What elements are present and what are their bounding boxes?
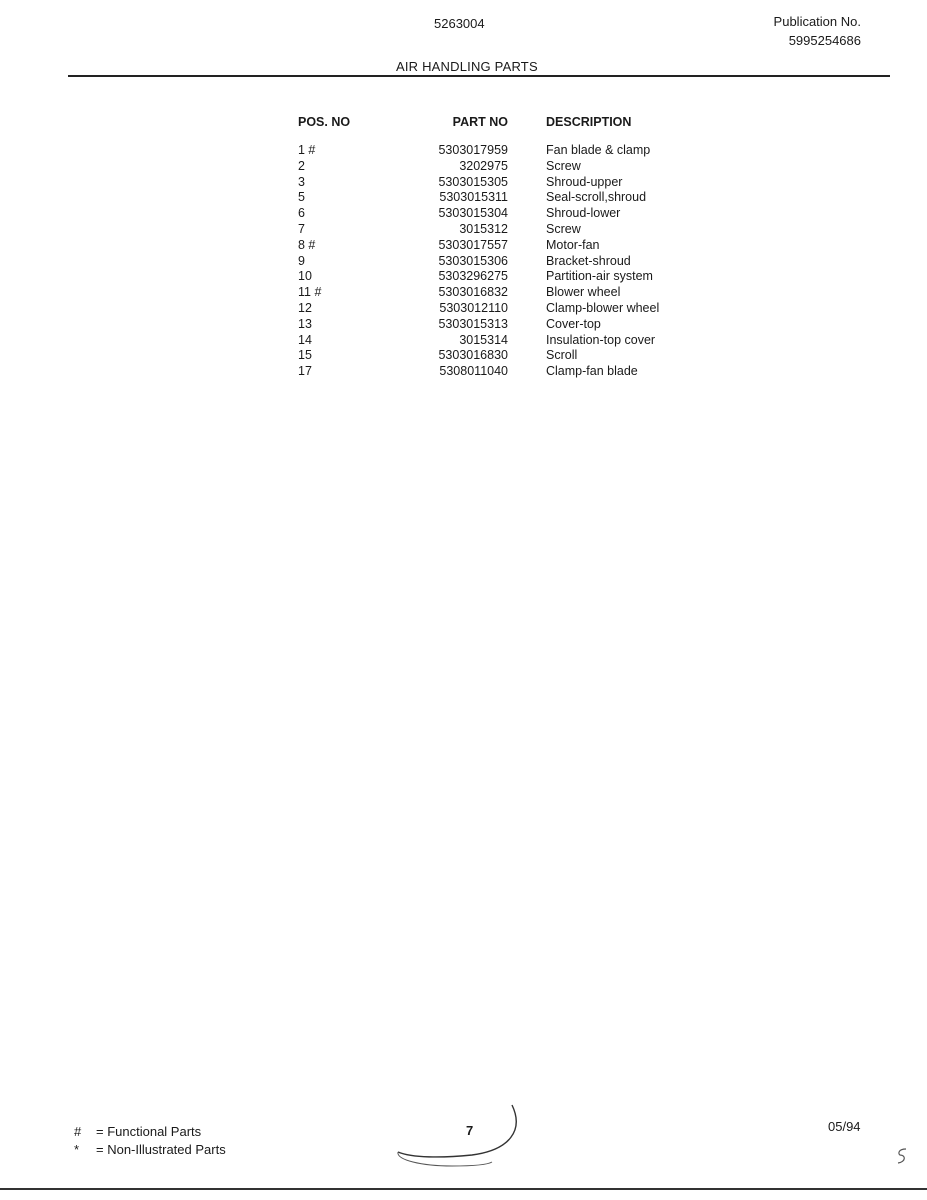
description-cell: Motor-fan <box>546 237 600 252</box>
description-cell: Clamp-fan blade <box>546 364 638 379</box>
pos-cell: 3 <box>298 174 305 189</box>
part-number-cell: 5303016832 <box>438 285 508 300</box>
part-number-cell: 5303015306 <box>438 253 508 268</box>
page-number: 7 <box>466 1123 474 1138</box>
table-row <box>298 333 659 349</box>
description-cell: Scroll <box>546 348 578 363</box>
table-row <box>298 285 659 301</box>
table-row <box>298 254 659 270</box>
pos-cell: 13 <box>298 316 312 331</box>
part-number-cell: 5303017959 <box>438 143 508 157</box>
table-row <box>298 143 659 159</box>
footer-rule <box>0 1188 927 1190</box>
table-row <box>298 190 659 206</box>
part-number-cell: 5303015313 <box>438 316 508 331</box>
parts-table-body <box>298 143 659 380</box>
part-number-cell: 5303015305 <box>438 174 508 189</box>
pos-cell: 17 <box>298 364 312 379</box>
table-row <box>298 159 659 175</box>
part-number-cell: 5303016830 <box>438 348 508 363</box>
table-row <box>298 175 659 191</box>
description-cell: Bracket-shroud <box>546 253 631 268</box>
pos-cell: 15 <box>298 348 312 363</box>
description-cell: Partition-air system <box>546 269 653 284</box>
column-header-part: PART NO <box>452 115 508 129</box>
section-title: AIR HANDLING PARTS <box>396 59 538 74</box>
model-number: 5263004 <box>434 16 485 31</box>
pos-cell: 2 <box>298 158 305 173</box>
table-row <box>298 301 659 317</box>
description-cell: Screw <box>546 221 581 236</box>
description-cell: Blower wheel <box>546 285 621 300</box>
table-row <box>298 206 659 222</box>
table-row <box>298 269 659 285</box>
description-cell: Seal-scroll,shroud <box>546 190 647 205</box>
pos-cell: 1 # <box>298 143 316 157</box>
description-cell: Fan blade & clamp <box>546 143 651 157</box>
column-header-description: DESCRIPTION <box>546 115 632 129</box>
table-row <box>298 348 659 364</box>
column-header-pos: POS. NO <box>298 115 351 129</box>
page-number-circle-scribble <box>392 1100 532 1180</box>
pos-cell: 12 <box>298 300 312 315</box>
table-header-row <box>298 115 659 143</box>
pos-cell: 8 # <box>298 237 316 252</box>
pos-cell: 6 <box>298 206 305 221</box>
description-cell: Insulation-top cover <box>546 332 656 347</box>
pos-cell: 14 <box>298 332 312 347</box>
description-cell: Screw <box>546 158 581 173</box>
part-number-cell: 5303296275 <box>438 269 508 284</box>
description-cell: Clamp-blower wheel <box>546 300 660 315</box>
legend-symbol-asterisk: * <box>74 1142 80 1157</box>
legend-text-non-illustrated: = Non-Illustrated Parts <box>96 1142 226 1157</box>
pos-cell: 7 <box>298 221 305 236</box>
legend-symbol-hash: # <box>74 1124 82 1139</box>
part-number-cell: 3015314 <box>459 332 508 347</box>
handwritten-mark-icon <box>892 1146 912 1168</box>
pos-cell: 10 <box>298 269 312 284</box>
table-row <box>298 364 659 380</box>
part-number-cell: 5303017557 <box>438 237 508 252</box>
part-number-cell: 3015312 <box>459 221 508 236</box>
part-number-cell: 5303012110 <box>439 300 508 315</box>
table-row <box>298 238 659 254</box>
part-number-cell: 5303015304 <box>438 206 508 221</box>
publication-number: 5995254686 <box>788 33 861 48</box>
revision-date: 05/94 <box>828 1119 861 1134</box>
part-number-cell: 3202975 <box>459 158 508 173</box>
parts-table <box>298 115 659 380</box>
publication-label: Publication No. <box>773 14 861 29</box>
pos-cell: 5 <box>298 190 305 205</box>
pos-cell: 11 # <box>298 285 322 300</box>
part-number-cell: 5303015311 <box>439 190 508 205</box>
description-cell: Shroud-lower <box>546 206 621 221</box>
description-cell: Shroud-upper <box>546 174 623 189</box>
legend-text-functional: = Functional Parts <box>96 1124 202 1139</box>
table-row <box>298 317 659 333</box>
legend-non-illustrated <box>74 1142 226 1157</box>
part-number-cell: 5308011040 <box>439 364 508 379</box>
table-row <box>298 222 659 238</box>
legend-functional <box>74 1124 201 1139</box>
description-cell: Cover-top <box>546 316 601 331</box>
header-rule <box>68 75 890 77</box>
pos-cell: 9 <box>298 253 305 268</box>
